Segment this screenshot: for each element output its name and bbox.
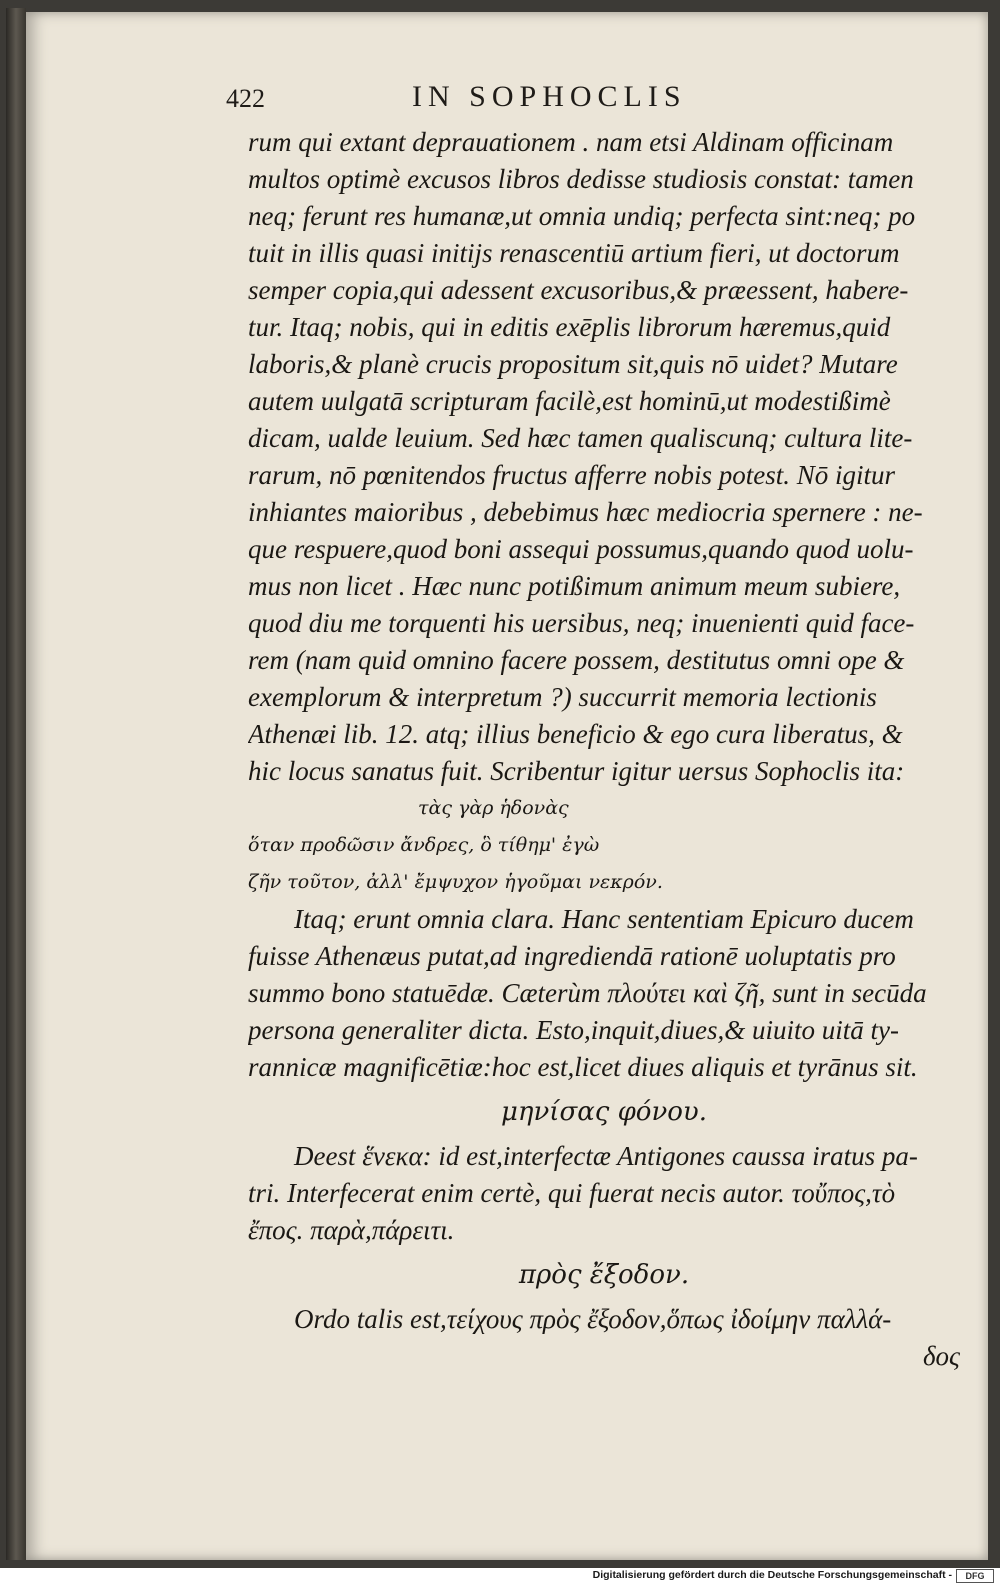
text-line: mus non licet . Hæc nunc potißimum animum meum subiere,: [248, 571, 901, 601]
funding-notice: Digitalisierung gefördert durch die Deutsche Forschungsgemeinschaft -: [592, 1569, 952, 1581]
text-line: laboris,& planè crucis propositum sit,quis nō uidet? Mutare: [248, 349, 898, 379]
text-line: Itaq; erunt omnia clara. Hanc sententiam Epicuro ducem: [294, 904, 914, 934]
running-title: IN SOPHOCLIS: [412, 80, 687, 113]
text-line: persona generaliter dicta. Esto,inquit,diues,& uiuito uitā ty-: [248, 1015, 899, 1045]
text-line: summo bono statuēdæ. Cæterùm πλούτει καὶ ζῆ, sunt in secūda: [248, 978, 927, 1008]
page-number: 422: [226, 84, 265, 113]
book-spine: [6, 8, 26, 1560]
text-line: rannicæ magnificētiæ:hoc est,licet diues aliquis et tyrānus sit.: [248, 1052, 918, 1082]
dfg-logo: DFG: [956, 1569, 994, 1583]
text-line: Deest ἕνεκα: id est,interfectæ Antigones caussa iratus pa-: [294, 1141, 918, 1171]
text-line: autem uulgatā scripturam facilè,est hominū,ut modestißimè: [248, 386, 891, 416]
text-line: multos optimè excusos libros dedisse studiosis constat: tamen: [248, 164, 914, 194]
page-header: [226, 78, 786, 124]
text-line: neq; ferunt res humanæ,ut omnia undiq; perfecta sint:neq; po: [248, 201, 916, 231]
text-line: exemplorum & interpretum ?) succurrit memoria lectionis: [248, 682, 877, 712]
text-line: dicam, ualde leuium. Sed hæc tamen qualiscunq; cultura lite-: [248, 423, 913, 453]
lemma-heading: πρὸς ἔξοδον.: [518, 1260, 690, 1290]
text-line: rarum, nō pœnitendos fructus afferre nobis potest. Nō igitur: [248, 460, 896, 490]
text-line: ἔπος. παρὰ,πάρειτι.: [248, 1215, 455, 1245]
text-line: tri. Interfecerat enim certè, qui fuerat necis autor. τοὔπος,τὸ: [248, 1178, 896, 1208]
page-text: [248, 124, 960, 1375]
verse-line: τὰς γὰρ ἡδονὰς: [418, 797, 569, 819]
text-line: semper copia,qui adessent excusoribus,& præessent, habere-: [248, 275, 909, 305]
text-line: rem (nam quid omnino facere possem, destitutus omni ope &: [248, 645, 905, 675]
footer-bar: [0, 1568, 1000, 1582]
catchword: δος: [922, 1341, 960, 1371]
text-line: fuisse Athenæus putat,ad ingrediendā rationē uoluptatis pro: [248, 941, 896, 971]
text-line: hic locus sanatus fuit. Scribentur igitur uersus Sophoclis ita:: [248, 756, 905, 786]
text-line: que respuere,quod boni assequi possumus,quando quod uolu-: [248, 534, 914, 564]
text-line: Ordo talis est,τείχους πρὸς ἔξοδον,ὅπως ἰδοίμην παλλά-: [294, 1304, 892, 1334]
lemma-heading: μηνίσας φόνου.: [501, 1097, 707, 1127]
verse-line: ὅταν προδῶσιν ἄνδρες, ὃ τίθημ' ἐγὼ: [248, 834, 600, 856]
text-line: quod diu me torquenti his uersibus, neq; inuenienti quid face-: [248, 608, 915, 638]
text-line: rum qui extant deprauationem . nam etsi Aldinam officinam: [248, 127, 894, 157]
verse-line: ζῆν τοῦτον, ἀλλ' ἔμψυχον ἡγοῦμαι νεκρόν.: [248, 871, 663, 893]
text-line: Athenæi lib. 12. atq; illius beneficio & ego cura liberatus, &: [248, 719, 903, 749]
text-line: tur. Itaq; nobis, qui in editis exēplis librorum hæremus,quid: [248, 312, 891, 342]
text-line: inhiantes maioribus , debebimus hæc mediocria spernere : ne-: [248, 497, 923, 527]
text-line: tuit in illis quasi initijs renascentiū artium fieri, ut doctorum: [248, 238, 900, 268]
